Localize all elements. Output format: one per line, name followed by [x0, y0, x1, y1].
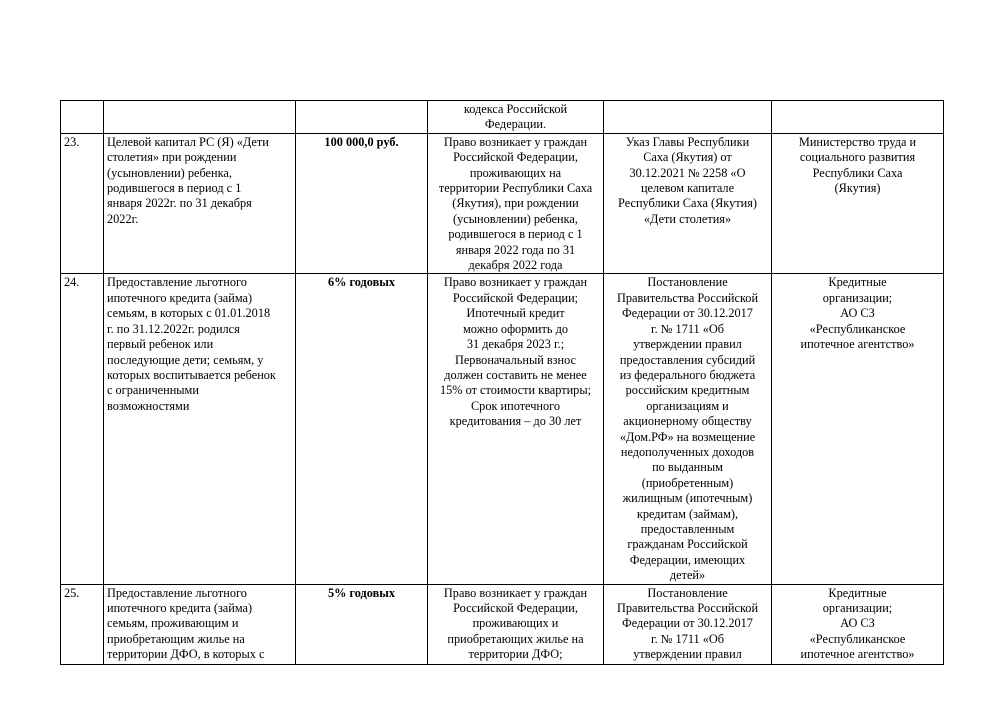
measure-conditions-line: можно оформить до — [463, 321, 568, 336]
measure-name-line: семьям, проживающим и — [107, 616, 239, 631]
legal-document-line: предоставленным — [640, 521, 735, 536]
measure-name-cell — [104, 584, 296, 664]
row-number-cell — [61, 133, 104, 274]
measure-name-line: последующие дети; семьям, у — [107, 352, 264, 367]
table-row — [61, 274, 944, 584]
legal-document-line: предоставления субсидий — [619, 352, 756, 367]
measure-conditions-line: (усыновлении) ребенка, — [453, 211, 578, 226]
responsible-organization-cell — [772, 584, 944, 664]
responsible-organization-line: организации; — [822, 601, 893, 615]
measure-conditions-line: Федерации. — [484, 117, 547, 132]
legal-document-line: акционерному обществу — [623, 414, 752, 429]
responsible-organization-line: ипотечное агентство» — [800, 647, 915, 662]
legal-document-line: Федерации от 30.12.2017 — [622, 306, 753, 321]
measure-conditions-line: января 2022 года по 31 — [455, 242, 576, 257]
measure-conditions-line: территории ДФО; — [468, 647, 563, 662]
legal-document-line: Постановление — [647, 585, 728, 600]
responsible-organization-line: (Якутия) — [834, 181, 881, 196]
measure-conditions-line: Право возникает у граждан — [443, 134, 588, 149]
measure-conditions-line: кодекса Российской — [463, 102, 568, 116]
legal-document-line: из федерального бюджета — [619, 367, 756, 382]
legal-document-line: по выданным — [652, 460, 723, 475]
measure-name-line: (усыновлении) ребенка, — [107, 165, 232, 180]
measure-name-line: 2022г. — [107, 211, 139, 226]
legal-document-cell — [604, 584, 772, 664]
responsible-organization-line: организации; — [822, 290, 893, 305]
measure-amount-text: 5% годовых — [327, 585, 396, 600]
measure-conditions-cell — [428, 101, 604, 134]
measure-name-line: возможностями — [107, 398, 190, 413]
measure-name-line: которых воспитывается ребенок — [107, 367, 276, 382]
measure-conditions-line: Российской Федерации, — [453, 601, 578, 615]
measure-amount-text: 100 000,0 руб. — [324, 134, 399, 149]
table-row — [61, 133, 944, 274]
responsible-organization-line: Министерство труда и — [798, 134, 917, 149]
row-number-cell — [61, 101, 104, 134]
legal-document-line: (приобретенным) — [641, 475, 734, 490]
measure-name-line: Целевой капитал РС (Я) «Дети — [107, 134, 269, 149]
table-row — [61, 584, 944, 664]
measure-name-line: Предоставление льготного — [107, 275, 247, 290]
legal-document-line: Правительства Российской — [616, 601, 759, 615]
legal-document-line: Федерации от 30.12.2017 — [622, 616, 753, 631]
benefits-table-body — [61, 101, 944, 665]
measure-name-cell — [104, 133, 296, 274]
legal-document-line: гражданам Российской — [627, 537, 748, 552]
measure-name-line: родившегося в период с 1 — [107, 181, 242, 196]
legal-document-line: Указ Главы Республики — [625, 134, 750, 149]
measure-name-line: столетия» при рождении — [107, 150, 237, 165]
measure-name-line: ипотечного кредита (займа) — [107, 290, 253, 305]
responsible-organization-line: «Республиканское — [809, 631, 906, 646]
legal-document-line: недополученных доходов — [620, 444, 755, 459]
legal-document-line: г. № 1711 «Об — [650, 321, 725, 336]
measure-conditions-line: Ипотечный кредит — [466, 306, 565, 321]
legal-document-line: Постановление — [647, 275, 728, 290]
legal-document-line: утверждении правил — [633, 647, 742, 662]
responsible-organization-line: АО СЗ — [840, 306, 875, 321]
responsible-organization-line: Кредитные — [828, 585, 887, 600]
measure-name-line: с ограниченными — [107, 383, 199, 398]
measure-conditions-line: 15% от стоимости квартиры; — [439, 383, 591, 398]
measure-conditions-line: Срок ипотечного — [470, 398, 561, 413]
measure-conditions-cell — [428, 584, 604, 664]
measure-conditions-line: Первоначальный взнос — [454, 352, 577, 367]
row-number-text: 24. — [64, 275, 80, 290]
responsible-organization-cell — [772, 274, 944, 584]
legal-document-line: жилищным (ипотечным) — [622, 491, 753, 506]
responsible-organization-line: «Республиканское — [809, 321, 906, 336]
table-row-continuation — [61, 101, 944, 134]
row-number-cell — [61, 584, 104, 664]
responsible-organization-cell — [772, 101, 944, 134]
responsible-organization-line: АО СЗ — [840, 616, 875, 631]
legal-document-line: Республики Саха (Якутия) — [618, 196, 757, 211]
legal-document-line: «Дети столетия» — [643, 211, 732, 226]
measure-name-line: приобретающим жилье на — [107, 631, 245, 646]
legal-document-line: Саха (Якутия) от — [643, 150, 732, 165]
measure-conditions-cell — [428, 133, 604, 274]
legal-document-line: 30.12.2021 № 2258 «О — [629, 165, 746, 180]
legal-document-line: «Дом.РФ» на возмещение — [619, 429, 756, 444]
row-number-cell — [61, 274, 104, 584]
measure-amount-cell — [296, 584, 428, 664]
measure-conditions-line: проживающих и — [472, 616, 559, 631]
measure-name-line: ипотечного кредита (займа) — [107, 601, 253, 615]
measure-conditions-line: (Якутия), при рождении — [452, 196, 579, 211]
legal-document-line: целевом капитале — [640, 181, 735, 196]
measure-conditions-line: Право возникает у граждан — [443, 585, 588, 600]
measure-amount-cell — [296, 274, 428, 584]
responsible-organization-line: Кредитные — [828, 275, 887, 290]
measure-name-line: первый ребенок или — [107, 337, 214, 352]
legal-document-line: Федерации, имеющих — [629, 552, 746, 567]
measure-amount-cell — [296, 133, 428, 274]
legal-document-cell — [604, 101, 772, 134]
benefits-table — [60, 100, 944, 665]
measure-amount-text: 6% годовых — [327, 275, 396, 290]
measure-conditions-line: кредитования – до 30 лет — [449, 414, 582, 429]
measure-conditions-line: приобретающих жилье на — [447, 631, 584, 646]
responsible-organization-line: социального развития — [799, 150, 916, 165]
legal-document-line: детей» — [669, 568, 706, 583]
measure-conditions-cell — [428, 274, 604, 584]
measure-conditions-line: родившегося в период с 1 — [448, 227, 583, 242]
measure-conditions-line: Российской Федерации; — [452, 290, 579, 305]
measure-conditions-line: декабря 2022 года — [468, 258, 563, 273]
measure-name-line: Предоставление льготного — [107, 585, 247, 600]
legal-document-line: российским кредитным — [625, 383, 750, 398]
responsible-organization-cell — [772, 133, 944, 274]
measure-amount-cell — [296, 101, 428, 134]
row-number-text: 23. — [64, 134, 80, 149]
measure-name-line: территории ДФО, в которых с — [107, 647, 265, 662]
legal-document-line: Правительства Российской — [616, 290, 759, 305]
measure-conditions-line: Право возникает у граждан — [443, 275, 588, 290]
legal-document-line: г. № 1711 «Об — [650, 631, 725, 646]
measure-name-line: семьям, в которых с 01.01.2018 — [107, 306, 271, 321]
legal-document-cell — [604, 133, 772, 274]
legal-document-line: организациям и — [646, 398, 729, 413]
measure-name-cell — [104, 101, 296, 134]
measure-name-cell — [104, 274, 296, 584]
measure-name-line: г. по 31.12.2022г. родился — [107, 321, 240, 336]
measure-conditions-line: 31 декабря 2023 г.; — [466, 337, 565, 352]
measure-conditions-line: должен составить не менее — [444, 367, 587, 382]
measure-conditions-line: Российской Федерации, — [453, 150, 578, 165]
measure-conditions-line: проживающих на — [469, 165, 562, 180]
measure-conditions-line: территории Республики Саха — [438, 181, 593, 196]
row-number-text: 25. — [64, 585, 80, 600]
responsible-organization-line: ипотечное агентство» — [800, 337, 915, 352]
legal-document-line: утверждении правил — [633, 337, 742, 352]
legal-document-line: кредитам (займам), — [636, 506, 739, 521]
legal-document-cell — [604, 274, 772, 584]
responsible-organization-line: Республики Саха — [812, 165, 903, 180]
measure-name-line: января 2022г. по 31 декабря — [107, 196, 252, 211]
